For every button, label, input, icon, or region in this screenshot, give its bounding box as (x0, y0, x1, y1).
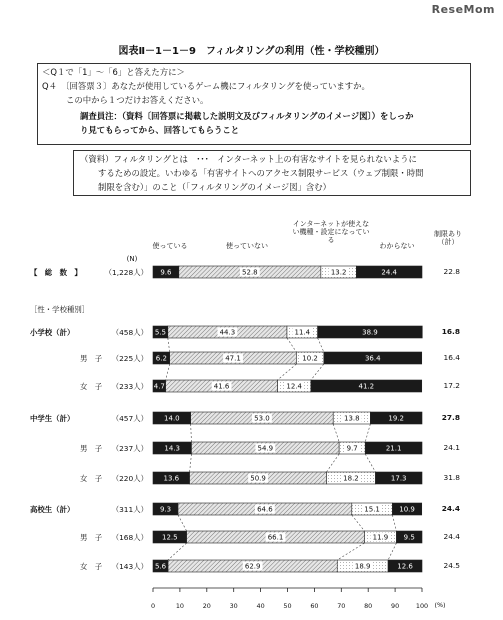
data-label-not-used-9: 62.9 (244, 562, 261, 571)
watermark-logo: ReseMom (431, 3, 495, 16)
data-label-used-3: 4.7 (153, 382, 165, 391)
connector-line-2-1-1 (337, 543, 364, 560)
figure-title: 図表Ⅱ－1－1－9 フィルタリングの利用（性・学校種別） (118, 46, 385, 57)
row-n-7: （311人） (111, 505, 148, 514)
connector-line-1-1-0 (190, 454, 192, 472)
x-tick-label-10: 100 (415, 602, 429, 610)
row-n-3: （233人） (111, 382, 148, 391)
connector-line-1-1-2 (365, 454, 375, 472)
legend-restricted-total: 制限あり（計） (434, 230, 462, 246)
row-n-9: （143人） (111, 562, 148, 571)
row-label-3: 女 子 (80, 382, 103, 391)
row-restricted-total-5: 24.1 (443, 443, 460, 452)
legend-not-used: 使っていない (226, 242, 268, 250)
x-tick-label-7: 70 (337, 602, 346, 610)
x-axis-unit: (%) (434, 601, 446, 609)
connector-line-0-1-0 (166, 364, 170, 380)
row-n-1: （458人） (111, 328, 148, 337)
row-restricted-total-4: 27.8 (441, 413, 460, 422)
data-label-no-internet-1: 11.4 (294, 328, 311, 337)
x-tick-label-0: 0 (150, 602, 156, 610)
row-restricted-total-1: 16.8 (441, 327, 460, 336)
connector-line-0-1-2 (311, 364, 324, 380)
row-label-9: 女 子 (80, 562, 103, 571)
row-n-8: （168人） (111, 533, 148, 542)
question-text: Q４ 〔回答票３〕あなたが使用しているゲーム機にフィルタリングを使っていますか。 (42, 81, 370, 91)
connector-line-2-0-1 (352, 515, 365, 531)
group-header: ［性・学校種別］ (30, 305, 90, 314)
connector-line-0-1-1 (278, 364, 297, 380)
data-label-used-4: 14.0 (164, 414, 180, 423)
connector-line-2-0-2 (392, 515, 396, 531)
x-tick-label-9: 90 (391, 602, 400, 610)
row-label-7: 高校生（計） (30, 505, 75, 514)
connector-line-2-1-0 (168, 543, 187, 560)
note-line-3: 制限を含む）」のこと（「フィルタリングのイメージ図」含む） (98, 182, 332, 192)
connector-line-1-0-1 (333, 424, 339, 442)
row-n-2: （225人） (111, 354, 148, 363)
row-label-1: 小学校（計） (30, 328, 75, 337)
connector-line-1-1-1 (327, 454, 340, 472)
connector-line-1-0-2 (365, 424, 370, 442)
data-label-unknown-7: 10.9 (399, 505, 415, 514)
data-label-unknown-3: 41.2 (358, 382, 375, 391)
connector-line-0-0-1 (287, 338, 296, 352)
data-label-no-internet-3: 12.4 (286, 382, 303, 391)
row-restricted-total-9: 24.5 (443, 561, 460, 570)
row-label-4: 中学生（計） (30, 414, 75, 423)
data-label-unknown-6: 17.3 (390, 474, 407, 483)
data-label-used-6: 13.6 (163, 474, 180, 483)
data-label-no-internet-0: 13.2 (330, 268, 347, 277)
connector-line-0-0-0 (168, 338, 170, 352)
note-line-2: するための設定。いわゆる「有害サイトへのアクセス制限サービス（ウェブ制限・時間 (98, 168, 424, 178)
data-label-no-internet-4: 13.8 (343, 414, 360, 423)
row-restricted-total-2: 16.4 (443, 353, 460, 362)
data-label-not-used-7: 64.6 (257, 505, 273, 514)
surveyor-note: 調査員注：（資料〔回答票に掲載した説明文及びフィルタリングのイメージ図〕）をしっか (80, 111, 414, 121)
x-tick-label-8: 80 (364, 602, 373, 610)
row-restricted-total-0: 22.8 (443, 267, 460, 276)
data-label-used-9: 5.6 (154, 562, 167, 571)
legend-used: 使っている (152, 242, 188, 250)
row-n-6: （220人） (111, 474, 148, 483)
data-label-unknown-5: 21.1 (385, 444, 402, 453)
row-restricted-total-6: 31.8 (443, 473, 460, 482)
n-label: (N) (126, 255, 138, 263)
data-label-no-internet-9: 18.9 (354, 562, 371, 571)
data-label-no-internet-8: 11.9 (372, 533, 389, 542)
row-n-0: （1,228人） (104, 268, 148, 277)
row-n-5: （237人） (111, 444, 148, 453)
data-label-used-1: 5.5 (154, 328, 166, 337)
data-label-no-internet-2: 10.2 (302, 354, 318, 363)
question-condition: ＜Q１で「1」～「6」と答えた方に＞ (42, 67, 185, 77)
data-label-not-used-0: 52.8 (242, 268, 258, 277)
data-label-not-used-3: 41.6 (213, 382, 230, 391)
row-label-0: 【 総 数 】 (30, 268, 82, 277)
data-label-used-0: 9.6 (160, 268, 172, 277)
data-label-unknown-0: 24.4 (381, 268, 397, 277)
legend-unknown: わからない (379, 242, 415, 250)
data-label-unknown-8: 9.5 (403, 533, 415, 542)
row-restricted-total-8: 24.4 (443, 532, 460, 541)
data-label-unknown-4: 19.2 (388, 414, 404, 423)
data-label-not-used-8: 66.1 (267, 533, 284, 542)
x-tick-label-4: 40 (256, 602, 265, 610)
x-tick-label-3: 30 (229, 602, 238, 610)
data-label-used-5: 14.3 (164, 444, 181, 453)
row-label-5: 男 子 (80, 444, 103, 453)
connector-line-1-0-0 (191, 424, 192, 442)
data-label-unknown-2: 36.4 (364, 354, 381, 363)
legend-no-internet: インターネットが使えない機種・設定になっている (292, 220, 370, 244)
row-n-4: （457人） (111, 414, 148, 423)
data-label-not-used-1: 44.3 (219, 328, 236, 337)
note-line-1: （資料）フィルタリングとは ･･･ インターネット上の有害なサイトを見られないように (80, 154, 417, 164)
data-label-no-internet-6: 18.2 (343, 474, 359, 483)
data-label-used-2: 6.2 (155, 354, 167, 363)
data-label-no-internet-7: 15.1 (364, 505, 380, 514)
data-label-not-used-6: 50.9 (250, 474, 266, 483)
data-label-unknown-9: 12.6 (397, 562, 413, 571)
question-instruction: この中から１つだけお答えください。 (66, 95, 209, 105)
x-tick-label-2: 20 (202, 602, 211, 610)
row-label-2: 男 子 (80, 354, 103, 363)
row-label-8: 男 子 (80, 533, 103, 542)
connector-line-2-1-2 (388, 543, 396, 560)
connector-line-0-0-2 (318, 338, 324, 352)
data-label-unknown-1: 38.9 (362, 328, 378, 337)
data-label-used-8: 12.5 (162, 533, 178, 542)
row-label-6: 女 子 (80, 474, 103, 483)
data-label-not-used-2: 47.1 (225, 354, 241, 363)
row-restricted-total-7: 24.4 (441, 504, 460, 513)
data-label-not-used-4: 53.0 (254, 414, 270, 423)
row-restricted-total-3: 17.2 (443, 381, 460, 390)
data-label-used-7: 9.3 (159, 505, 172, 514)
data-label-no-internet-5: 9.7 (346, 444, 358, 453)
surveyor-note-cont: り見てもらってから、回答してもらうこと (80, 125, 240, 135)
x-tick-label-6: 60 (310, 602, 319, 610)
x-tick-label-1: 10 (175, 602, 184, 610)
x-tick-label-5: 50 (283, 602, 292, 610)
data-label-not-used-5: 54.9 (257, 444, 274, 453)
connector-line-2-0-0 (178, 515, 187, 531)
